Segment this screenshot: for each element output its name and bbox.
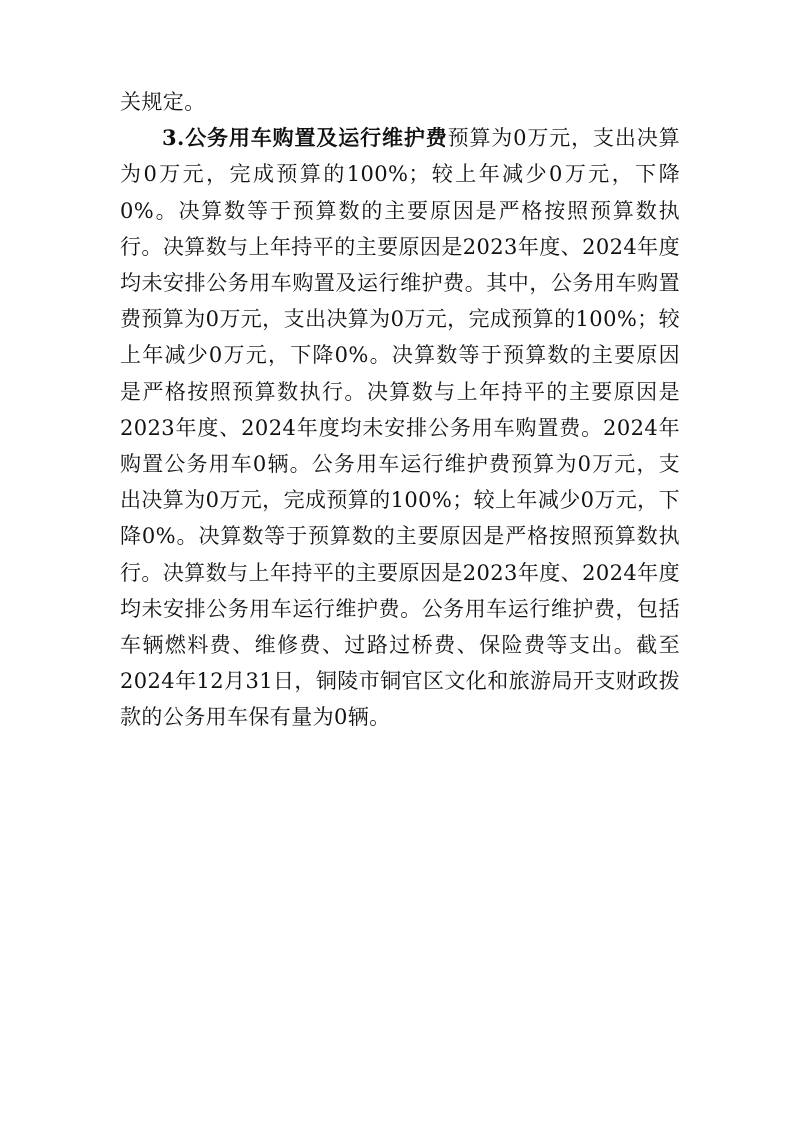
section-heading: 3.公务用车购置及运行维护费 xyxy=(162,125,448,151)
section-paragraph xyxy=(120,120,680,735)
continuation-paragraph: 关规定。 xyxy=(120,90,206,114)
document-body xyxy=(120,84,680,736)
section-body: 预算为0万元，支出决算为0万元，完成预算的100%；较上年减少0万元，下降0%。决算数等于预算数的主要原因是严格按照预算数执行。决算数与上年持平的主要原因是2023年度、2024年度均未安排公务用车购置及运行维护费。其中，公务用车购置费预算为0万元，支出决算为0万元，完成预算的100%；较上年减少0万元，下降0%。决算数等于预算数的主要原因是严格按照预算数执行。决算数与上年持平的主要原因是2023年度、2024年度均未安排公务用车购置费。2024年购置公务用车0辆。公务用车运行维护费预算为0万元，支出决算为0万元，完成预算的100%；较上年减少0万元，下降0%。决算数等于预算数的主要原因是严格按照预算数执行。决算数与上年持平的主要原因是2023年度、2024年度均未安排公务用车运行维护费。公务用车运行维护费，包括车辆燃料费、维修费、过路过桥费、保险费等支出。截至2024年12月31日，铜陵市铜官区文化和旅游局开支财政拨款的公务用车保有量为0辆。 xyxy=(120,126,680,730)
